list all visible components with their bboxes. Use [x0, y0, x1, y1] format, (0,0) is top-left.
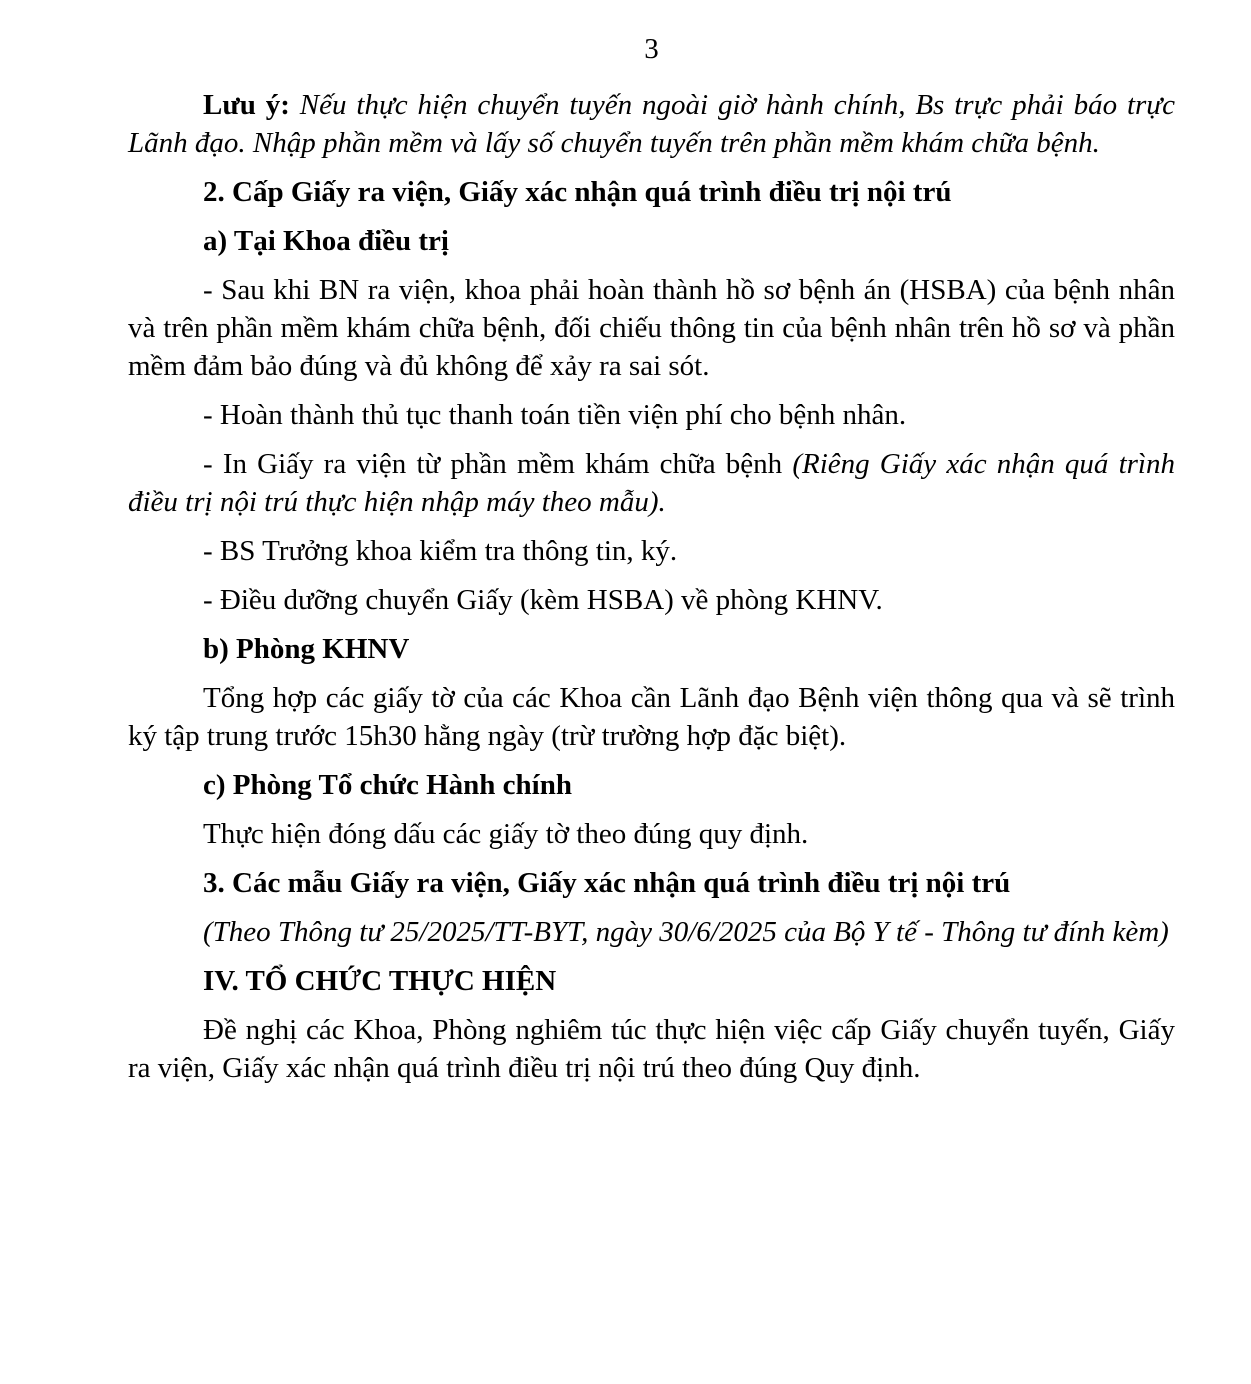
section-3-heading: 3. Các mẫu Giấy ra viện, Giấy xác nhận quá trình điều trị nội trú [203, 867, 1011, 899]
sub-a-item-complete-hsba: - Sau khi BN ra viện, khoa phải hoàn thành hồ sơ bệnh án (HSBA) của bệnh nhân và trên phần mềm khám chữa bệnh, đối chiếu thông tin của bệnh nhân trên hồ sơ và phần mềm đảm bảo đúng và đủ không để xảy ra sai sót. [128, 274, 1175, 382]
page-content [128, 30, 1175, 1098]
sub-b-body: Tổng hợp các giấy tờ của các Khoa cần Lãnh đạo Bệnh viện thông qua và sẽ trình ký tập trung trước 15h30 hằng ngày (trừ trường hợp đặc biệt). [128, 682, 1175, 752]
page-number: 3 [644, 33, 659, 65]
sub-b-heading: b) Phòng KHNV [203, 633, 410, 665]
sub-a-item-head-doctor-sign: - BS Trưởng khoa kiểm tra thông tin, ký. [203, 535, 678, 567]
note-text: Nếu thực hiện chuyển tuyến ngoài giờ hành chính, Bs trực phải báo trực Lãnh đạo. Nhập phần mềm và lấy số chuyển tuyến trên phần mềm khám chữa bệnh. [128, 89, 1175, 159]
section-4-heading: IV. TỔ CHỨC THỰC HIỆN [203, 965, 557, 997]
section-2-heading: 2. Cấp Giấy ra viện, Giấy xác nhận quá trình điều trị nội trú [203, 176, 952, 208]
sub-a-heading: a) Tại Khoa điều trị [203, 225, 449, 257]
sub-a-item-print-paper-text: - In Giấy ra viện từ phần mềm khám chữa bệnh [203, 448, 793, 480]
section-3-reference-note: (Theo Thông tư 25/2025/TT-BYT, ngày 30/6/2025 của Bộ Y tế - Thông tư đính kèm) [203, 916, 1169, 948]
sub-a-item-nurse-transfer: - Điều dưỡng chuyển Giấy (kèm HSBA) về phòng KHNV. [203, 584, 883, 616]
note-label: Lưu ý: [203, 89, 290, 121]
sub-c-body: Thực hiện đóng dấu các giấy tờ theo đúng quy định. [203, 818, 809, 850]
sub-a-item-print-paper-note: (Riêng Giấy xác nhận quá trình điều trị nội trú thực hiện nhập máy theo mẫu). [128, 448, 1175, 518]
sub-a-item-payment: - Hoàn thành thủ tục thanh toán tiền viện phí cho bệnh nhân. [203, 399, 907, 431]
section-4-body: Đề nghị các Khoa, Phòng nghiêm túc thực hiện việc cấp Giấy chuyển tuyến, Giấy ra viện, Giấy xác nhận quá trình điều trị nội trú theo đúng Quy định. [128, 1014, 1175, 1084]
note-paragraph [128, 86, 1175, 162]
sub-a-item-print-paper [128, 445, 1175, 521]
sub-c-heading: c) Phòng Tổ chức Hành chính [203, 769, 572, 801]
